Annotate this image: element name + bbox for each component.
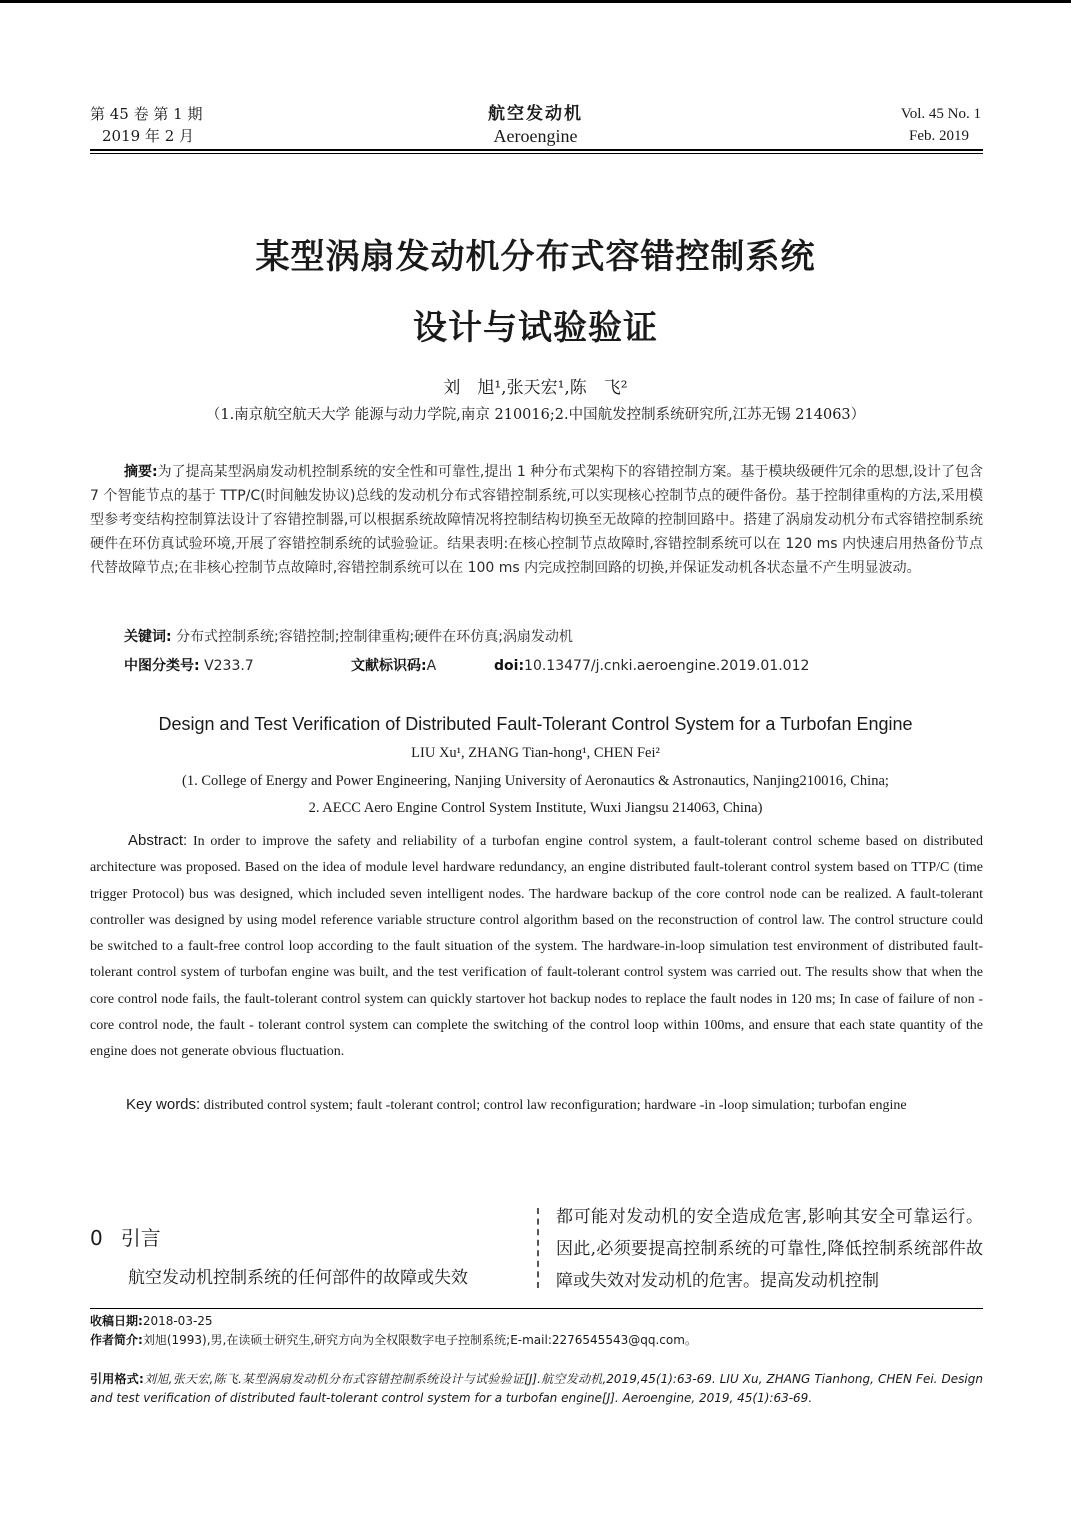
authors-cn: 刘 旭¹,张天宏¹,陈 飞² [443, 378, 628, 398]
doc-value: A [426, 658, 437, 674]
journal-name-cn: 航空发动机 [488, 104, 583, 124]
doi-label: doi: [494, 658, 525, 674]
affiliations-en-line1: (1. College of Energy and Power Engineering, Nanjing University of Aeronautics & Astronautics, Nanjing210016, China; [182, 773, 889, 789]
document-code [351, 656, 436, 676]
authors-en: LIU Xu¹, ZHANG Tian-hong¹, CHEN Fei² [411, 745, 660, 761]
keywords-en-text: distributed control system; fault -tolerant control; control law reconfiguration; hardware -in -loop simulation; turbofan engine [203, 1098, 907, 1113]
abstract-cn-label: 摘要: [124, 464, 158, 480]
section-number: 0 [90, 1226, 103, 1250]
footnote-citation [90, 1370, 983, 1408]
abstract-en [90, 828, 983, 1066]
abstract-en-label: Abstract: [128, 832, 188, 849]
body-left-column: 航空发动机控制系统的任何部件的故障或失效 [128, 1268, 468, 1288]
header-rule [90, 149, 983, 151]
header-rule-thin [90, 153, 983, 154]
section-title: 引言 [120, 1226, 161, 1250]
page-title-line2: 设计与试验验证 [413, 308, 658, 348]
received-value: 2018-03-25 [142, 1314, 213, 1328]
header-volume [901, 103, 981, 147]
citation-label: 引用格式: [90, 1372, 144, 1386]
journal-name-en: Aeroengine [493, 126, 578, 146]
footnote-author [90, 1331, 983, 1349]
issue-date: 2019 年 2 月 [102, 127, 195, 145]
volume-text: Vol. 45 No. 1 [900, 106, 981, 122]
author-label: 作者简介: [90, 1333, 143, 1347]
section-heading [90, 1222, 161, 1251]
body-right-column: 都可能对发动机的安全造成危害,影响其安全可靠运行。因此,必须要提高控制系统的可靠性,降低控制系统部件故障或失效对发动机的危害。提高发动机控制 [556, 1207, 983, 1291]
title-en: Design and Test Verification of Distributed Fault-Tolerant Control System for a Turbofan Engine [158, 714, 913, 734]
top-border [0, 0, 1071, 3]
clc-value: V233.7 [204, 658, 254, 674]
doi [494, 656, 809, 676]
keywords-cn [124, 627, 573, 647]
abstract-cn [90, 460, 983, 580]
doc-label: 文献标识码: [351, 658, 427, 674]
keywords-cn-text: 分布式控制系统;容错控制;控制律重构;硬件在环仿真;涡扇发动机 [176, 629, 573, 645]
volume-date: Feb. 2019 [909, 128, 969, 144]
abstract-cn-text: 为了提高某型涡扇发动机控制系统的安全性和可靠性,提出 1 种分布式架构下的容错控制方案。基于模块级硬件冗余的思想,设计了包含 7 个智能节点的基于 TTP/C(时间触发协议)总线的发动机分布式容错控制系统,可以实现核心控制节点的硬件备份。基于控制律重构的方法,采用模型参考变结构控制算法设计了容错控制器,可以根据系统故障情况将控制结构切换至无故障的控制回路中。搭建了涡扇发动机分布式容错控制系统硬件在环仿真试验环境,开展了容错控制系统的试验验证。结果表明:在核心控制节点故障时,容错控制系统可以在 120 ms 内快速启用热备份节点代替故障节点;在非核心控制节点故障时,容错控制系统可以在 100 ms 内完成控制回路的切换,并保证发动机各状态量不产生明显波动。 [90, 464, 983, 576]
clc-number [124, 656, 254, 676]
affiliations-en-line2: 2. AECC Aero Engine Control System Institute, Wuxi Jiangsu 214063, China) [308, 800, 763, 816]
clc-label: 中图分类号: [124, 658, 200, 674]
citation-value: 刘旭,张天宏,陈飞.某型涡扇发动机分布式容错控制系统设计与试验验证[J].航空发动机,2019,45(1):63-69. LIU Xu, ZHANG Tianhong, CHEN Fei. Design and test verification of distributed fault-tolerant control system for a turbofan engine[J]. Aeroengine, 2019, 45(1):63-69. [90, 1372, 983, 1405]
keywords-en [90, 1092, 983, 1119]
column-divider [537, 1208, 539, 1288]
abstract-en-text: In order to improve the safety and reliability of a turbofan engine control system, a fault-tolerant control scheme based on distributed architecture was proposed. Based on the idea of module level hardware redundancy, an engine distributed fault-tolerant control system based on TTP/C (time trigger Protocol) bus was designed, which included seven intelligent nodes. The hardware backup of the core control node can be realized. A fault-tolerant controller was designed by using model reference variable structure control algorithm based on the reconstruction of control law. The control structure could be switched to a fault-free control loop according to the fault situation of the system. The hardware-in-loop simulation test environment of distributed fault-tolerant control system of turbofan engine was built, and the test verification of fault-tolerant control system was carried out. The results show that when the core control node fails, the fault-tolerant control system can quickly startover hot backup nodes to replace the fault nodes in 120 ms; In case of failure of non - core control node, the fault - tolerant control system can complete the switching of the control loop within 100ms, and ensure that each state quantity of the engine does not generate obvious fluctuation. [90, 834, 983, 1060]
author-value: 刘旭(1993),男,在读硕士研究生,研究方向为全权限数字电子控制系统;E-mail:2276545543@qq.com。 [142, 1333, 697, 1347]
doi-value[interactable]: 10.13477/j.cnki.aeroengine.2019.01.012 [524, 658, 810, 674]
issue-text: 第 45 卷 第 1 期 [90, 105, 203, 123]
received-label: 收稿日期: [90, 1314, 143, 1328]
footnote-rule [90, 1308, 983, 1309]
keywords-cn-label: 关键词: [124, 629, 172, 645]
footnote-received [90, 1312, 983, 1330]
keywords-en-label: Key words: [126, 1096, 201, 1113]
affiliations-cn: （1.南京航空航天大学 能源与动力学院,南京 210016;2.中国航发控制系统研究所,江苏无锡 214063） [205, 407, 866, 423]
page-title: 某型涡扇发动机分布式容错控制系统 [255, 237, 816, 277]
